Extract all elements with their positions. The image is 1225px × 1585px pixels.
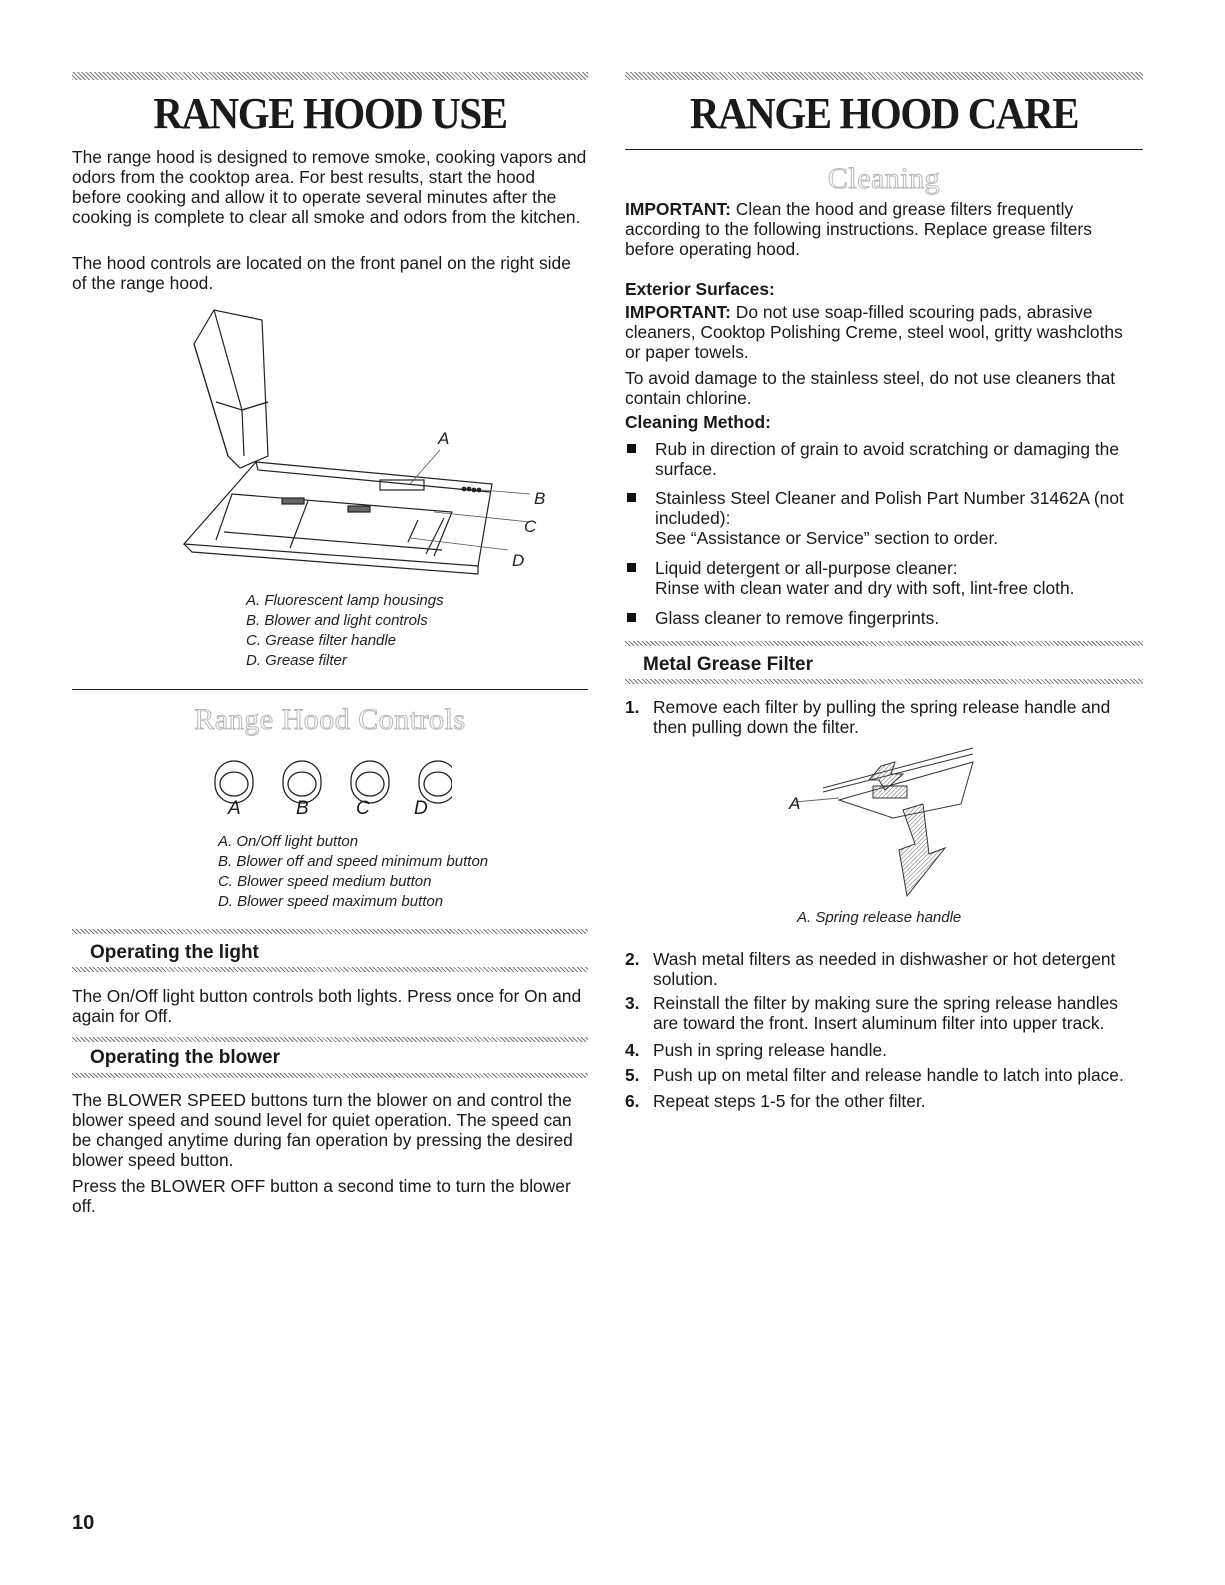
important-label: IMPORTANT: [625, 199, 731, 219]
important-text: Clean the hood and grease filters frequently according to the following instructions. Replace grease filters before operating hood. [625, 199, 1092, 259]
range-hood-illustration [172, 306, 572, 582]
button-letter-a: A [228, 798, 241, 819]
step-2: 2. Wash metal filters as needed in dishwasher or hot detergent solution. [625, 949, 1116, 989]
button-c-icon [351, 761, 389, 803]
blower-text-1: The BLOWER SPEED buttons turn the blower on and control the blower speed and sound level for quiet operation. The speed can be changed anytime during fan operation by pressing the desired blower speed button. [72, 1090, 573, 1170]
section-divider [625, 641, 1143, 646]
filter-removal-illustration [783, 744, 983, 902]
button-letter-d: D [414, 798, 428, 819]
section-divider [625, 72, 1143, 80]
control-caption-d: D. Blower speed maximum button [218, 893, 444, 910]
rule [625, 149, 1143, 150]
caption-a: A. Fluorescent lamp housings [246, 592, 444, 609]
exterior-important-text: Do not use soap-filled scouring pads, abrasive cleaners, Cooktop Polishing Creme, steel wool, gritty washcloths or paper towels. [625, 302, 1123, 362]
bullet-square-icon [627, 493, 636, 502]
bullet-item: Stainless Steel Cleaner and Polish Part Number 31462A (not included): See “Assistance or Service” section to order. [625, 488, 1143, 548]
section-divider [72, 929, 588, 934]
fig-label-c: C [524, 517, 537, 536]
care-title: RANGE HOOD CARE [689, 89, 1079, 138]
fig-label-d: D [512, 551, 525, 570]
step-6: 6. Repeat steps 1-5 for the other filter. [625, 1091, 926, 1111]
stainless-text: To avoid damage to the stainless steel, do not use cleaners that contain chlorine. [625, 368, 1116, 408]
rule [72, 689, 588, 690]
caption-b: B. Blower and light controls [246, 612, 428, 629]
filter-fig-label: A [789, 794, 801, 813]
bullet-square-icon [627, 563, 636, 572]
blower-heading: Operating the blower [90, 1047, 281, 1068]
filter-caption: A. Spring release handle [797, 909, 962, 926]
button-letter-c: C [356, 798, 370, 819]
button-b-icon [283, 761, 321, 803]
button-letter-b: B [296, 798, 309, 819]
control-caption-c: C. Blower speed medium button [218, 873, 432, 890]
filter-heading: Metal Grease Filter [643, 654, 814, 675]
section-divider [72, 1037, 588, 1042]
pull-down-arrow-icon [899, 804, 945, 896]
section-divider [625, 679, 1143, 684]
important-paragraph [625, 199, 1143, 259]
fig-captions [246, 591, 444, 671]
control-caption-a: A. On/Off light button [218, 833, 359, 850]
section-divider [72, 72, 588, 80]
button-a-icon [215, 761, 253, 803]
step-1: 1. Remove each filter by pulling the spring release handle and then pulling down the filter. [625, 697, 1111, 737]
step-3: 3. Reinstall the filter by making sure the spring release handles are toward the front. Insert aluminum filter into upper track. [625, 993, 1118, 1033]
use-title: RANGE HOOD USE [153, 89, 507, 138]
bullet-square-icon [627, 444, 636, 453]
use-intro-1: The range hood is designed to remove smoke, cooking vapors and odors from the cooktop area. For best results, start the hood before cooking and allow it to operate several minutes after the cooking is complete to clear all smoke and odors from the kitchen. [72, 147, 587, 227]
cleaning-heading: Cleaning [827, 162, 941, 195]
bullet-square-icon [627, 613, 636, 622]
use-intro-2: The hood controls are located on the front panel on the right side of the range hood. [72, 253, 571, 293]
page-number: 10 [72, 1512, 95, 1534]
exterior-heading: Exterior Surfaces: [625, 279, 775, 299]
blower-text-2: Press the BLOWER OFF button a second time to turn the blower off. [72, 1176, 571, 1216]
fig-label-b: B [534, 489, 546, 508]
control-caption-b: B. Blower off and speed minimum button [218, 853, 489, 870]
section-divider [72, 1073, 588, 1078]
light-text: The On/Off light button controls both lights. Press once for On and again for Off. [72, 986, 582, 1026]
exterior-important-paragraph [625, 302, 1143, 362]
caption-c: C. Grease filter handle [246, 632, 397, 649]
bullet-item: Liquid detergent or all-purpose cleaner: Rinse with clean water and dry with soft, lint-free cloth. [625, 558, 1143, 598]
method-heading: Cleaning Method: [625, 412, 771, 432]
bullet-item: Rub in direction of grain to avoid scratching or damaging the surface. [625, 439, 1143, 479]
bullet-item: Glass cleaner to remove fingerprints. [625, 608, 1143, 628]
button-d-icon [419, 761, 452, 803]
exterior-important-label: IMPORTANT: [625, 302, 731, 322]
control-captions [218, 832, 488, 912]
fig-label-a: A [438, 429, 450, 448]
step-5: 5. Push up on metal filter and release handle to latch into place. [625, 1065, 1124, 1085]
caption-d: D. Grease filter [246, 652, 347, 669]
light-heading: Operating the light [90, 942, 259, 963]
step-4: 4. Push in spring release handle. [625, 1040, 887, 1060]
controls-heading: Range Hood Controls [194, 703, 466, 736]
section-divider [72, 967, 588, 972]
